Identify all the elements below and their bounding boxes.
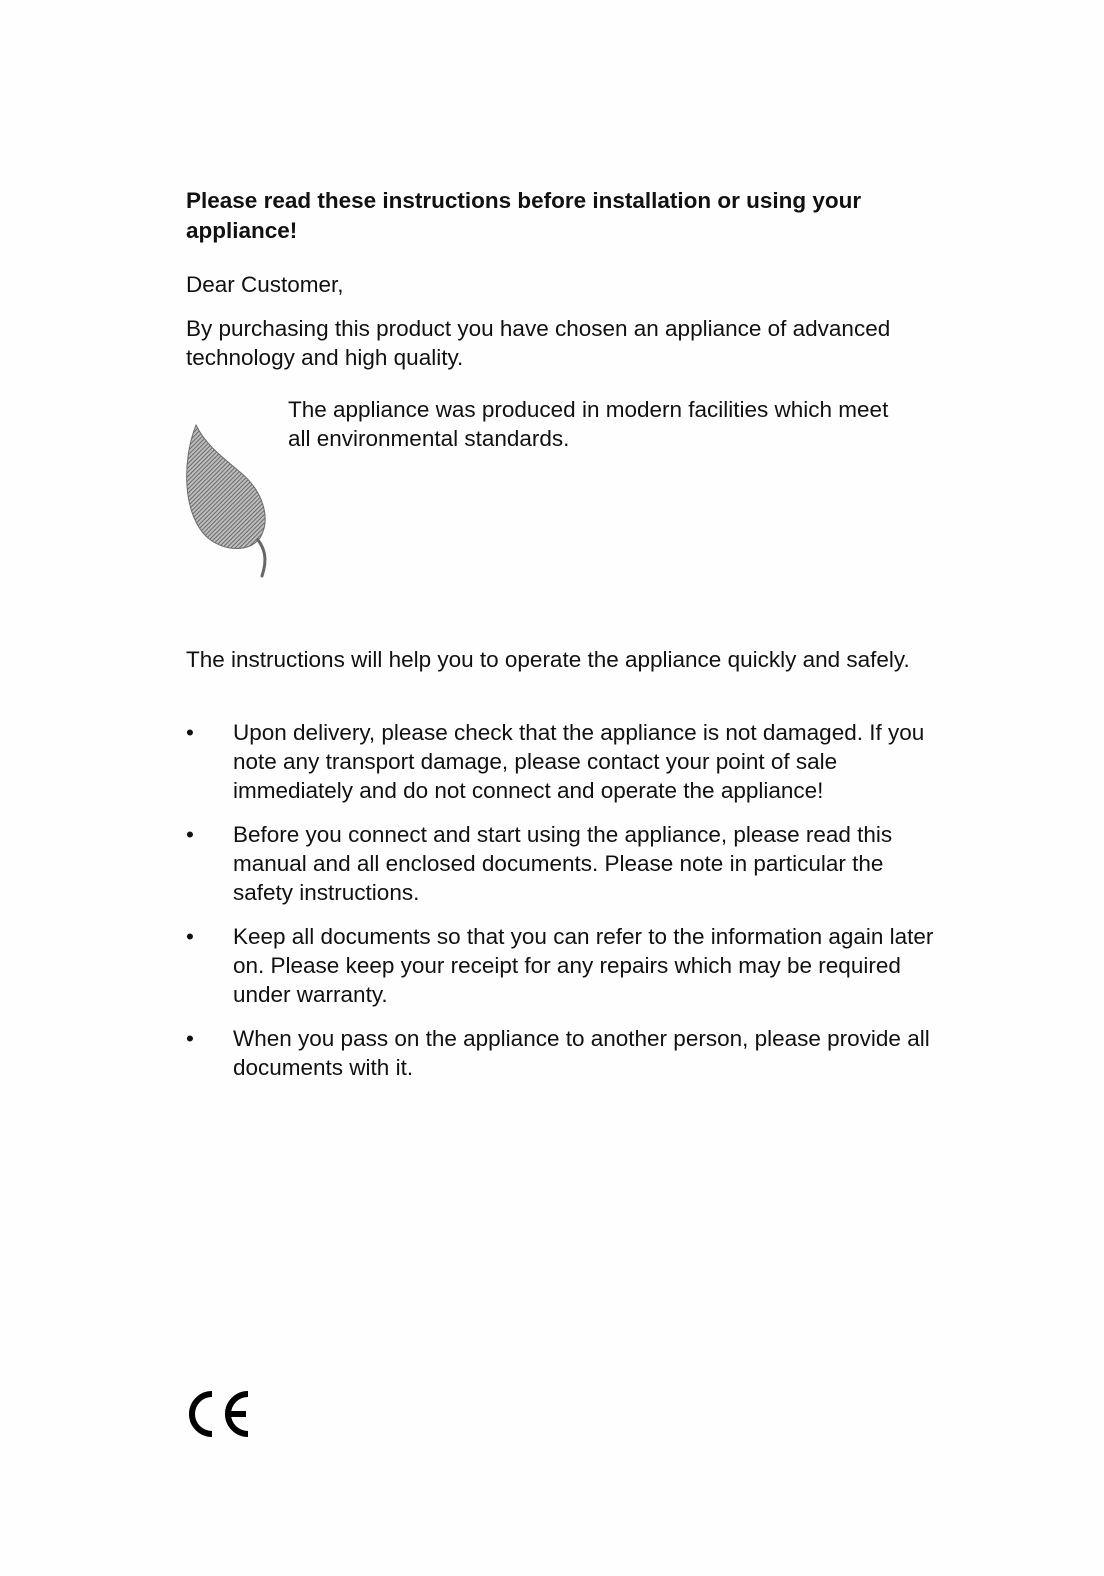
list-item — [186, 922, 946, 1009]
instructions-paragraph: The instructions will help you to operate the appliance quickly and safely. — [186, 647, 910, 672]
intro-paragraph: By purchasing this product you have chosen an appliance of advanced technology and high quality. — [186, 316, 891, 370]
page-heading: Please read these instructions before installation or using your appliance! — [186, 188, 862, 243]
greeting-text: Dear Customer, — [186, 272, 344, 297]
list-item — [186, 1024, 946, 1082]
list-item-text: Before you connect and start using the appliance, please read this manual and all enclosed documents. Please note in particular the safety instructions. — [233, 822, 893, 905]
bullet-glyph: • — [186, 720, 194, 745]
list-item-text: When you pass on the appliance to another person, please provide all documents with it. — [233, 1026, 930, 1080]
bullet-glyph: • — [186, 822, 194, 847]
bullet-glyph: • — [186, 924, 194, 949]
leaf-icon — [180, 420, 276, 580]
bullet-list — [186, 718, 946, 1097]
eco-statement: The appliance was produced in modern facilities which meet all environmental standards. — [288, 397, 889, 451]
bullet-glyph: • — [186, 1026, 194, 1051]
list-item-text: Upon delivery, please check that the appliance is not damaged. If you note any transport damage, please contact your point of sale immediately and do not connect and operate the appliance! — [233, 720, 925, 803]
ce-mark-icon — [184, 1388, 254, 1440]
list-item — [186, 820, 946, 907]
list-item — [186, 718, 946, 805]
list-item-text: Keep all documents so that you can refer to the information again later on. Please keep your receipt for any repairs which may be required under warranty. — [233, 924, 934, 1007]
